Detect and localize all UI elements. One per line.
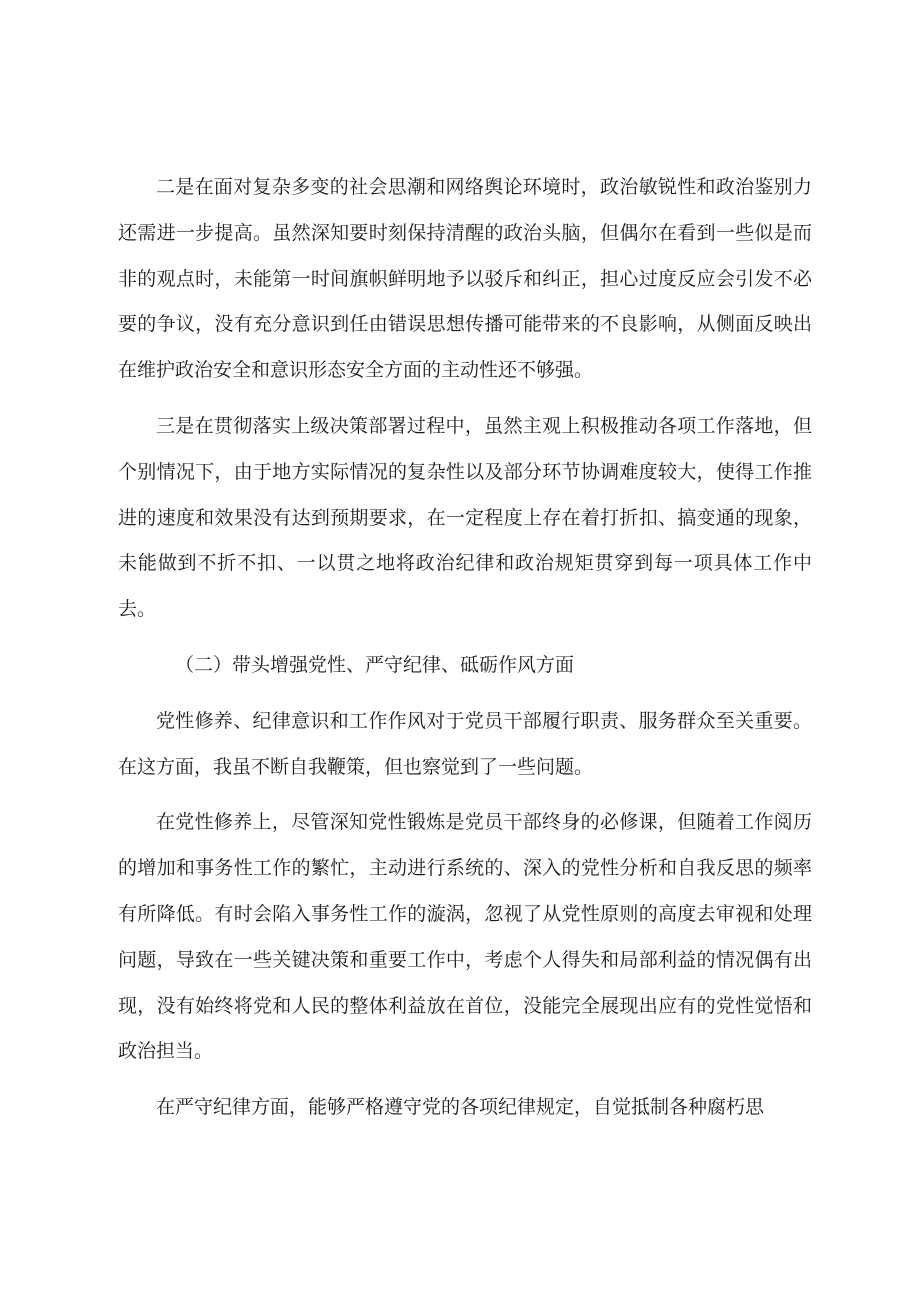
document-body [118,165,812,1141]
paragraph-discipline: 在严守纪律方面，能够严格遵守党的各项纪律规定，自觉抵制各种腐朽思 [156,1096,765,1119]
paragraph-political-sensitivity: 二是在面对复杂多变的社会思潮和网络舆论环境时，政治敏锐性和政治鉴别力还需进一步提高。虽然深知要时刻保持清醒的政治头脑，但偶尔在看到一些似是而非的观点时，未能第一时间旗帜鲜明地予以驳斥和纠正，担心过度反应会引发不必要的争议，没有充分意识到任由错误思想传播可能带来的不良影响，从侧面反映出在维护政治安全和意识形态安全方面的主动性还不够强。 [118,176,812,382]
paragraph-intro: 党性修养、纪律意识和工作作风对于党员干部履行职责、服务群众至关重要。在这方面，我虽不断自我鞭策，但也察觉到了一些问题。 [118,709,812,778]
paragraph-implementation: 三是在贯彻落实上级决策部署过程中，虽然主观上积极推动各项工作落地，但个别情况下，由于地方实际情况的复杂性以及部分环节协调难度较大，使得工作推进的速度和效果没有达到预期要求，在一定程度上存在着打折扣、搞变通的现象，未能做到不折不扣、一以贯之地将政治纪律和政治规矩贯穿到每一项具体工作中去。 [118,414,812,621]
section-heading: （二）带头增强党性、严守纪律、砥砺作风方面 [175,653,575,676]
paragraph-party-spirit: 在党性修养上，尽管深知党性锻炼是党员干部终身的必修课，但随着工作阅历的增加和事务性工作的繁忙，主动进行系统的、深入的党性分析和自我反思的频率有所降低。有时会陷入事务性工作的漩涡，忽视了从党性原则的高度去审视和处理问题，导致在一些关键决策和重要工作中，考虑个人得失和局部利益的情况偶有出现，没有始终将党和人民的整体利益放在首位，没能完全展现出应有的党性觉悟和政治担当。 [118,811,812,1063]
